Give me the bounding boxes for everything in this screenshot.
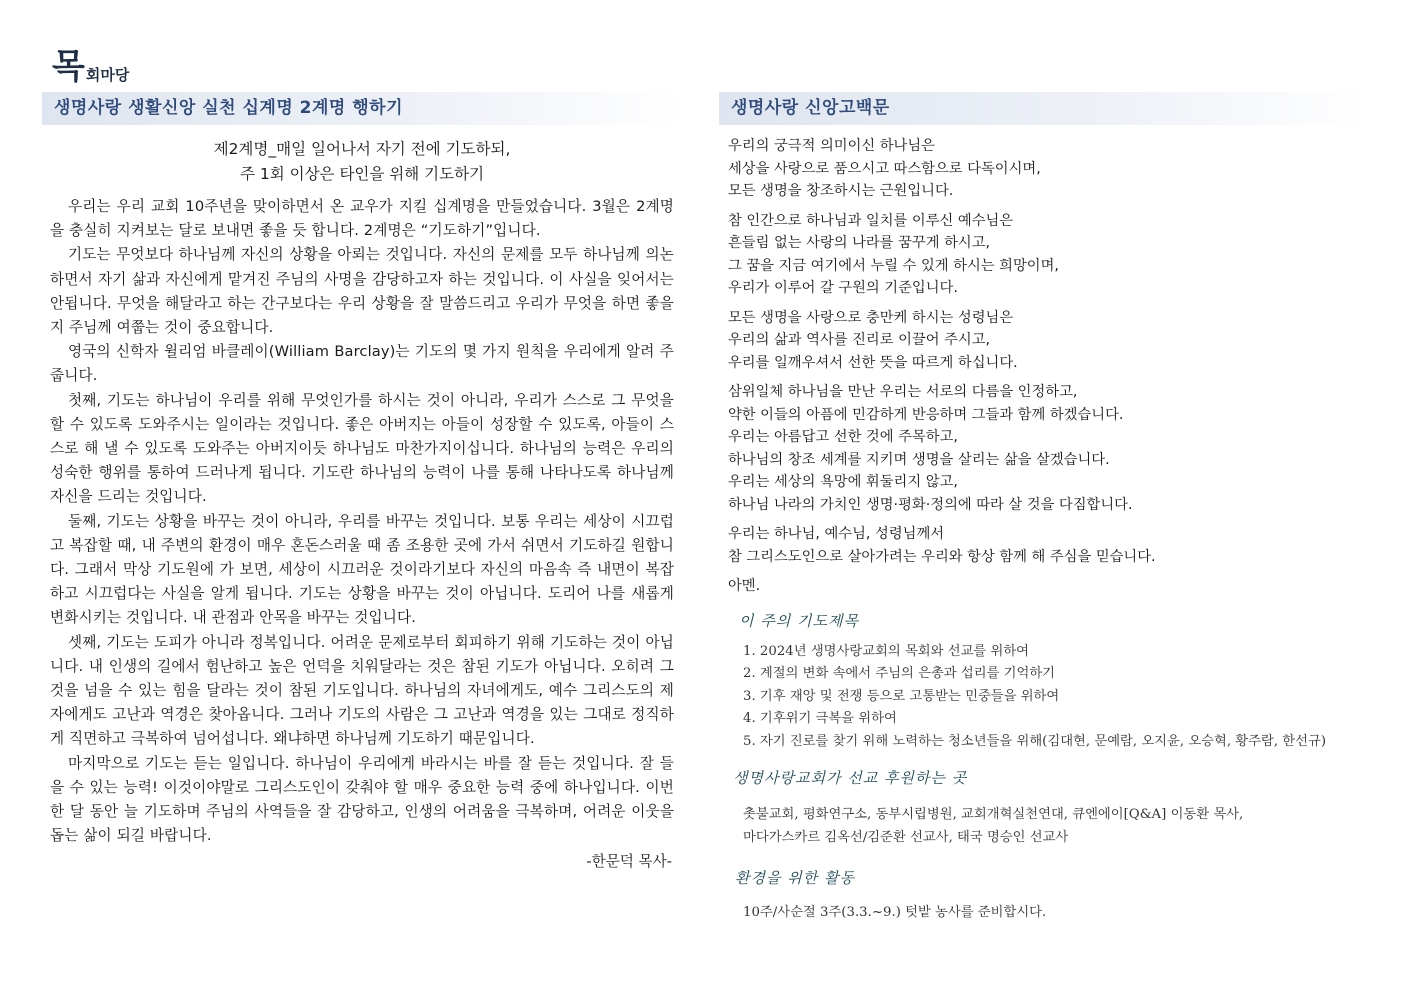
creed-text — [728, 135, 1369, 598]
sermon-body — [50, 195, 674, 848]
creed-line: 우리는 아름답고 선한 것에 주목하고, — [728, 429, 958, 445]
creed-line: 하나님의 창조 세계를 지키며 생명을 살리는 삶을 살겠습니다. — [728, 451, 1110, 468]
prayer-item: 5. 자기 진로를 찾기 위해 노력하는 청소년들을 위해(김대현, 문예람, 오지윤, 오승혁, 황주람, 한선규) — [743, 733, 1327, 749]
creed-line: 참 인간으로 하나님과 일치를 이루신 예수님은 — [728, 212, 1014, 229]
sermon-paragraph: 마지막으로 기도는 듣는 일입니다. 하나님이 우리에게 바라시는 바를 잘 듣는 것입니다. 잘 들을 수 있는 능력! 이것이야말로 그리스도인이 갖춰야 할 매우 중요한 능력 중에 하나입니다. 이번 한 달 동안 늘 기도하며 주님의 사역들을 잘 감당하고, 인생의 어려움을 극복하며, 어려운 이웃을 돕는 삶이 되길 바랍니다. — [50, 754, 674, 845]
creed-line: 우리를 일깨우셔서 선한 뜻을 따르게 하십니다. — [728, 354, 1018, 371]
sermon-paragraph: 둘째, 기도는 상황을 바꾸는 것이 아니라, 우리를 바꾸는 것입니다. 보통 우리는 세상이 시끄럽고 복잡할 때, 내 주변의 환경이 매우 혼돈스러울 때 좀 조용한 곳에 가서 쉬면서 기도하길 원합니다. 그래서 막상 기도원에 가 보면, 세상이 시끄러운 것이라기보다 자신의 마음속 즉 내면이 복잡하고 시끄럽다는 사실을 알게 됩니다. 기도는 상황을 바꾸는 것이 아닙니다. 도리어 나를 새롭게 변화시키는 것입니다. 내 관점과 안목을 바꾸는 것입니다. — [50, 512, 674, 627]
creed-amen: 아멘. — [728, 578, 761, 594]
right-column — [719, 92, 1369, 925]
logo — [52, 47, 130, 87]
creed-line: 약한 이들의 아픔에 민감하게 반응하며 그들과 함께 하겠습니다. — [728, 406, 1124, 423]
creed-line: 우리는 하나님, 예수님, 성령님께서 — [728, 526, 945, 542]
left-section-header: 생명사랑 생활신앙 실천 십계명 2계명 행하기 — [42, 92, 682, 125]
creed-line: 모든 생명을 사랑으로 충만케 하시는 성령님은 — [728, 309, 1014, 326]
creed-line: 우리는 세상의 욕망에 휘둘리지 않고, — [728, 474, 958, 490]
creed-stanza — [728, 523, 1369, 568]
creed-line: 그 꿈을 지금 여기에서 누릴 수 있게 하시는 희망이며, — [728, 257, 1059, 274]
prayer-item: 4. 기후위기 극복을 위하여 — [743, 711, 897, 726]
creed-line: 삼위일체 하나님을 만난 우리는 서로의 다름을 인정하고, — [728, 384, 1078, 400]
subtitle-line-2: 주 1회 이상은 타인을 위해 기도하기 — [239, 165, 485, 183]
subtitle-line-1: 제2계명_매일 일어나서 자기 전에 기도하되, — [213, 140, 511, 158]
sermon-paragraph: 기도는 무엇보다 하나님께 자신의 상황을 아뢰는 것입니다. 자신의 문제를 모두 하나님께 의논하면서 자기 삶과 자신에게 맡겨진 주님의 사명을 감당하고자 하는 것입니다. 이 사실을 잊어서는 안됩니다. 무엇을 해달라고 하는 간구보다는 우리 상황을 잘 말씀드리고 우리가 무엇을 하면 좋을지 주님께 여쭙는 것이 중요합니다. — [50, 246, 674, 337]
prayer-item: 3. 기후 재앙 및 전쟁 등으로 고통받는 민중들을 위하여 — [743, 688, 1060, 704]
environment-title: 환경을 위한 활동 — [735, 869, 855, 887]
left-column — [42, 92, 682, 871]
creed-line: 흔들림 없는 사랑의 나라를 꿈꾸게 하시고, — [728, 235, 991, 251]
creed-line: 우리의 삶과 역사를 진리로 이끌어 주시고, — [728, 332, 991, 348]
logo-main-character: 목 — [52, 47, 85, 87]
right-section-header: 생명사랑 신앙고백문 — [719, 92, 1369, 125]
commandment-subtitle — [42, 137, 682, 187]
prayer-item: 1. 2024년 생명사랑교회의 목회와 선교를 위하여 — [743, 643, 1030, 659]
creed-stanza — [728, 381, 1369, 516]
sermon-paragraph: 영국의 신학자 윌리엄 바클레이(William Barclay)는 기도의 몇 가지 원칙을 우리에게 알려 주줍니다. — [50, 343, 674, 385]
prayer-item: 2. 계절의 변화 속에서 주님의 은총과 섭리를 기억하기 — [743, 666, 1056, 681]
environment-text: 10주/사순절 3주(3.3.~9.) 텃밭 농사를 준비합시다. — [743, 905, 1047, 920]
sermon-paragraph: 우리는 우리 교회 10주년을 맞이하면서 온 교우가 지킬 십계명을 만들었습니다. 3월은 2계명을 충실히 지켜보는 달로 보내면 좋을 듯 합니다. 2계명은 “기도하기”입니다. — [50, 198, 674, 240]
creed-line: 우리가 이루어 갈 구원의 기준입니다. — [728, 280, 958, 296]
creed-stanza — [728, 210, 1369, 300]
sermon-paragraph: 첫째, 기도는 하나님이 우리를 위해 무엇인가를 하시는 것이 아니라, 우리가 스스로 그 무엇을 할 수 있도록 도와주시는 일이라는 것입니다. 좋은 아버지는 아들이 성장할 수 있도록, 아들이 스스로 해 낼 수 있도록 도와주는 아버지이듯 하나님도 마찬가지이십니다. 하나님의 능력은 우리의 성숙한 행위를 통하여 드러나게 됩니다. 기도란 하나님의 능력이 나를 통해 나타나도록 하나님께 자신을 드리는 것입니다. — [50, 391, 674, 506]
creed-line: 세상을 사랑으로 품으시고 따스함으로 다독이시며, — [728, 160, 1041, 177]
creed-line: 하나님 나라의 가치인 생명·평화·정의에 따라 살 것을 다짐합니다. — [728, 496, 1133, 513]
logo-sub-text: 회마당 — [85, 66, 130, 84]
support-line: 촛불교회, 평화연구소, 동부시립병원, 교회개혁실천연대, 큐엔에이[Q&A] 이동환 목사, — [743, 807, 1244, 822]
creed-line: 모든 생명을 창조하시는 근원입니다. — [728, 183, 954, 199]
prayer-topics-list — [743, 641, 1369, 754]
sermon-paragraph: 셋째, 기도는 도피가 아니라 정복입니다. 어려운 문제로부터 회피하기 위해 기도하는 것이 아닙니다. 내 인생의 길에서 험난하고 높은 언덕을 치워달라는 것은 참된 기도가 아닙니다. 오히려 그것을 넘을 수 있는 힘을 달라는 것이 참된 기도입니다. 하나님의 자녀에게도, 예수 그리스도의 제자에게도 고난과 역경은 찾아옵니다. 그러나 기도의 사람은 그 고난과 역경을 있는 그대로 정직하게 직면하고 극복하여 넘어섭니다. 왜냐하면 하나님께 기도하기 때문입니다. — [50, 633, 674, 748]
mission-support-title: 생명사랑교회가 선교 후원하는 곳 — [733, 769, 968, 787]
creed-stanza — [728, 575, 1369, 598]
mission-support-list — [743, 804, 1369, 849]
support-line: 마다가스카르 김옥선/김준환 선교사, 태국 명승인 선교사 — [743, 829, 1069, 845]
creed-stanza — [728, 307, 1369, 375]
creed-line: 참 그리스도인으로 살아가려는 우리와 항상 함께 해 주심을 믿습니다. — [728, 548, 1156, 565]
creed-line: 우리의 궁극적 의미이신 하나님은 — [728, 138, 935, 154]
author-signature: -한문덕 목사- — [586, 853, 672, 871]
prayer-topics-title: 이 주의 기도제목 — [739, 611, 859, 630]
creed-stanza — [728, 135, 1369, 203]
